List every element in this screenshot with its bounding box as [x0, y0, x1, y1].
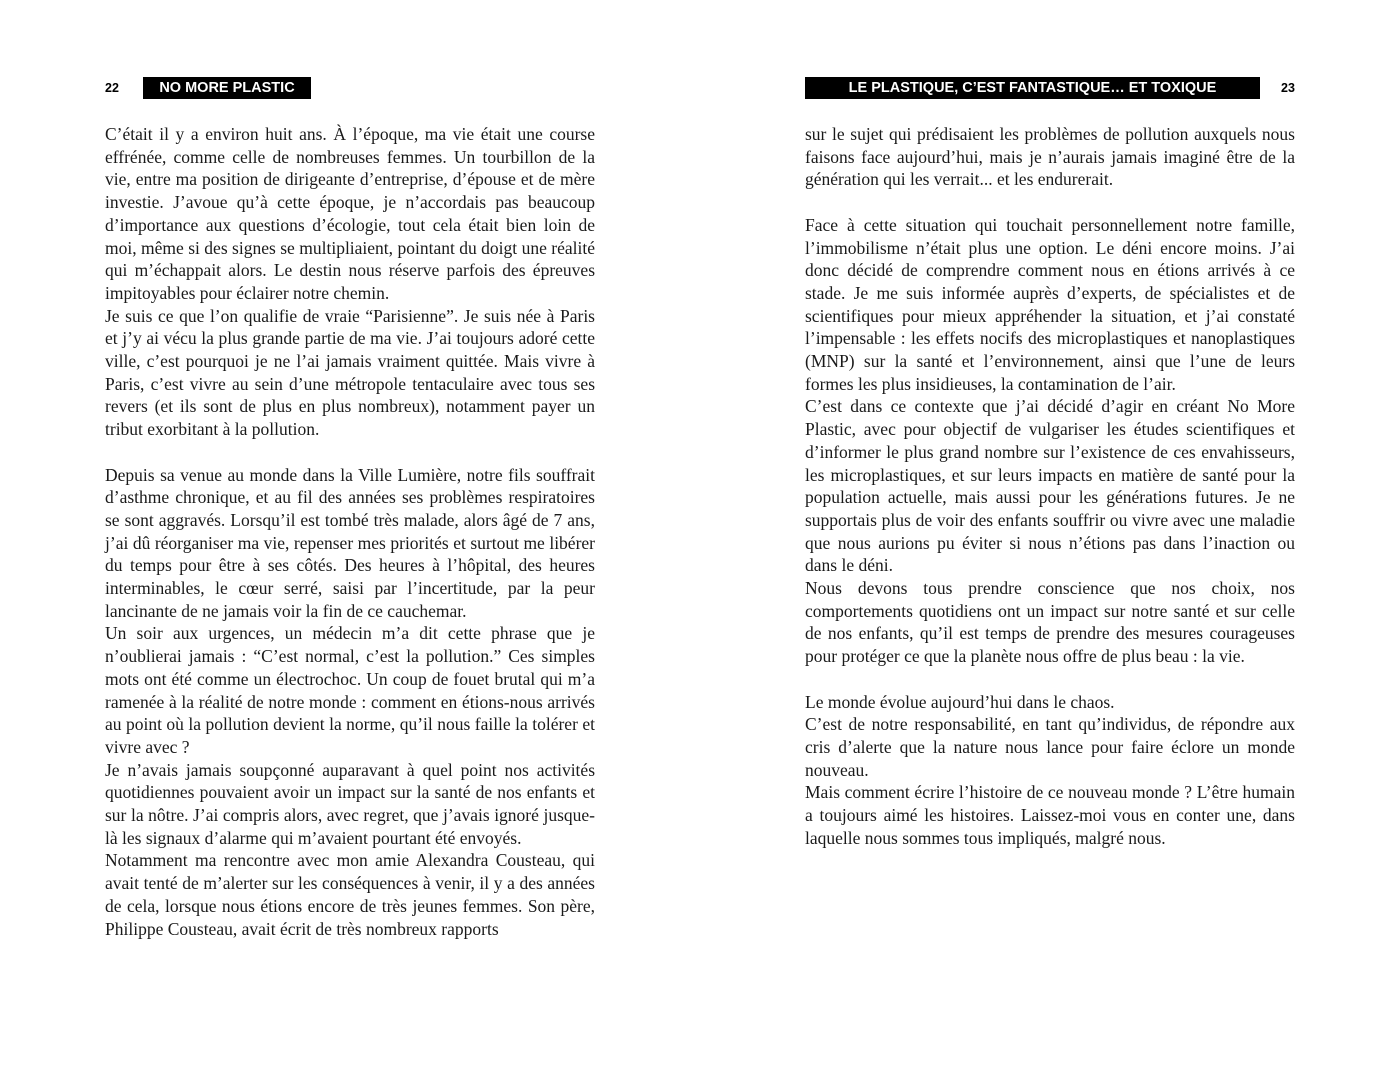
- paragraph: sur le sujet qui prédisaient les problèmes de pollution auxquels nous faisons face aujourd’hui, mais je n’aurais jamais imaginé être de la génération qui les verrait... et les endurerait.: [805, 124, 1295, 190]
- paragraph: Nous devons tous prendre conscience que nos choix, nos comportements quotidiens ont un impact sur notre santé et sur celle de nos enfants, qu’il est temps de prendre des mesures courageuses pour protéger ce que la planète nous offre de plus beau : la vie.: [805, 578, 1295, 667]
- paragraph: C’est dans ce contexte que j’ai décidé d’agir en créant No More Plastic, avec pour objectif de vulgariser les études scientifiques et d’informer le plus grand nombre sur l’existence de ces envahisseurs, les microplastiques, et sur leurs impacts en matière de santé pour la population actuelle, mais aussi pour les générations futures. Je ne supportais plus de voir des enfants souffrir ou vivre avec une maladie que nous aurions pu éviter si nous n’étions pas dans l’inaction ou dans le déni.: [805, 396, 1295, 576]
- paragraph: Je n’avais jamais soupçonné auparavant à quel point nos activités quotidiennes pouvaient avoir un impact sur la santé de nos enfants et sur la nôtre. J’ai compris alors, avec regret, que j’avais ignoré jusque-là les signaux d’alarme qui m’avaient pourtant été envoyés.: [105, 759, 595, 848]
- paragraph: Mais comment écrire l’histoire de ce nouveau monde ? L’être humain a toujours aimé les histoires. Laissez-moi vous en conter une, dans laquelle nous sommes tous impliqués, malgré nous.: [805, 782, 1295, 848]
- paragraph: Face à cette situation qui touchait personnellement notre famille, l’immobilisme n’était plus une option. Le déni encore moins. J’ai donc décidé de comprendre comment nous en étions arrivés à ce stade. Je me suis informée auprès d’experts, de spécialistes et de scientifiques pour mieux appréhender la situation, et j’ai constaté l’impensable : les effets nocifs des microplastiques et nanoplastiques (MNP) sur la santé et l’environnement, ainsi que l’une de leurs formes les plus insidieuses, la contamination de l’air.: [805, 214, 1295, 394]
- paragraph: C’est de notre responsabilité, en tant qu’individus, de répondre aux cris d’alerte que la nature nous lance pour faire éclore un monde nouveau.: [805, 714, 1295, 780]
- running-head: LE PLASTIQUE, C’EST FANTASTIQUE… ET TOXIQUE: [805, 77, 1260, 99]
- right-page-body: [805, 123, 1295, 849]
- right-page: [700, 0, 1400, 1075]
- paragraph: Le monde évolue aujourd’hui dans le chaos.: [805, 691, 1115, 712]
- left-page-body: [105, 123, 595, 940]
- page-number: 22: [105, 81, 119, 95]
- paragraph: Je suis ce que l’on qualifie de vraie “Parisienne”. Je suis née à Paris et j’y ai vécu la plus grande partie de ma vie. J’ai toujours adoré cette ville, c’est pourquoi je ne l’ai jamais vraiment quittée. Mais vivre à Paris, c’est vivre au sein d’une métropole tentaculaire avec tous ses revers (et ils sont de plus en plus nombreux), notamment payer un tribut exorbitant à la pollution.: [105, 305, 595, 440]
- left-page-header: [0, 77, 700, 99]
- running-head: NO MORE PLASTIC: [143, 77, 311, 99]
- paragraph: Un soir aux urgences, un médecin m’a dit cette phrase que je n’oublierai jamais : “C’est normal, c’est la pollution.” Ces simples mots ont été comme un électrochoc. Un coup de fouet brutal qui m’a ramenée à la réalité de notre monde : comment en étions-nous arrivés au point où la pollution devient la norme, qu’il nous faille la tolérer et vivre avec ?: [105, 623, 595, 757]
- paragraph: Depuis sa venue au monde dans la Ville Lumière, notre fils souffrait d’asthme chronique, et au fil des années ses problèmes respiratoires se sont aggravés. Lorsqu’il est tombé très malade, alors âgé de 7 ans, j’ai dû réorganiser ma vie, repenser mes priorités et surtout me libérer du temps pour être à ses côtés. Des heures à l’hôpital, des heures interminables, le cœur serré, saisi par l’incertitude, par la peur lancinante de ne jamais voir la fin de ce cauchemar.: [105, 464, 595, 621]
- page-number: 23: [1281, 81, 1295, 95]
- right-page-header: [700, 77, 1400, 99]
- paragraph: C’était il y a environ huit ans. À l’époque, ma vie était une course effrénée, comme celle de nombreuses femmes. Un tourbillon de la vie, entre ma position de dirigeante d’entreprise, d’épouse et de mère investie. J’avoue qu’à cette époque, je n’accordais pas beaucoup d’importance aux questions d’écologie, tout cela était bien loin de moi, même si des signes se multipliaient, pointant du doigt une réalité qui m’échappait alors. Le destin nous réserve parfois des épreuves impitoyables pour éclairer notre chemin.: [105, 124, 595, 303]
- paragraph: Notamment ma rencontre avec mon amie Alexandra Cousteau, qui avait tenté de m’alerter sur les conséquences à venir, il y a des années de cela, lorsque nous étions encore de très jeunes femmes. Son père, Philippe Cousteau, avait écrit de très nombreux rapports: [105, 850, 595, 939]
